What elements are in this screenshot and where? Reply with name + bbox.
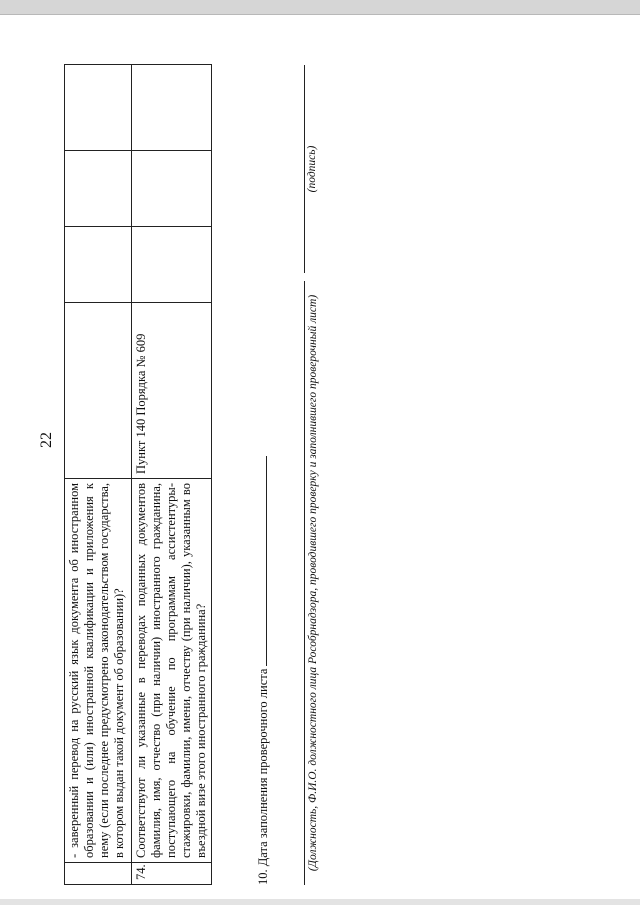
answer-cell [132, 151, 212, 227]
signature-rule [304, 281, 305, 885]
fill-date-blank [254, 456, 267, 666]
fill-date-line [254, 456, 271, 885]
rotated-page-content [64, 65, 334, 885]
row-number: 74. [132, 863, 212, 885]
question-cell: Соответствуют ли указанные в переводах поданных документов фамилия, имя, отчество (при наличии) иностранного гражданина, поступающего на обучение по программам ассистентуры-стажировки, фамилии, имени, отчеству (при наличии), указанным во въездной визе этого иностранного гражданина? [132, 479, 212, 863]
page-top-edge [0, 0, 640, 15]
signature-sign-rule [304, 65, 305, 273]
reference-cell: Пункт 140 Порядка № 609 [132, 303, 212, 479]
page-bottom-edge [0, 899, 640, 905]
answer-cell [65, 227, 132, 303]
row-number [65, 863, 132, 885]
reference-cell [65, 303, 132, 479]
answer-cell [132, 65, 212, 151]
signature-caption: (Должность, Ф.И.О. должностного лица Рособрнадзора, проводившего проверку и заполнившего проверочный лист) [307, 294, 319, 872]
answer-cell [65, 65, 132, 151]
page-number: 22 [38, 432, 55, 448]
checklist-table [64, 64, 212, 885]
question-cell: - заверенный перевод на русский язык документа об иностранном образовании и (или) иностранной квалификации и приложения к нему (если последнее предусмотрено законодательством государства, в котором выдан такой документ об образовании)? [65, 479, 132, 863]
fill-date-label: 10. Дата заполнения проверочного листа [256, 668, 270, 885]
table-row [132, 65, 212, 885]
answer-cell [65, 151, 132, 227]
signature-sign-label: (подпись) [306, 145, 318, 193]
table-row [65, 65, 132, 885]
answer-cell [132, 227, 212, 303]
